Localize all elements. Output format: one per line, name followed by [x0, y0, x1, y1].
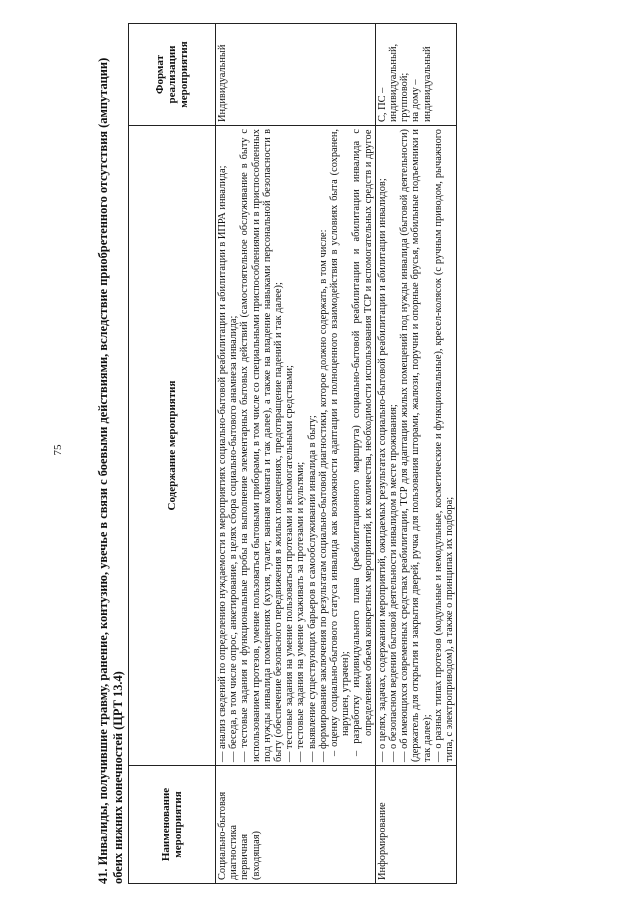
- table-row: [216, 24, 376, 884]
- content-item: — анализ сведений по определению нуждаемости в мероприятиях социально-бытовой реабилитации и абилитации в ИПРА инвалида;: [217, 165, 228, 762]
- table-header-row: [129, 24, 216, 884]
- measures-table: [128, 23, 457, 884]
- content-item: — о целях, задачах, содержании мероприятий, ожидаемых результатах социально-бытовой реабилитации и абилитации инвалидов;: [376, 178, 388, 762]
- measure-name-line: первичная: [239, 833, 251, 880]
- measure-content-cell: [216, 126, 376, 766]
- content-item: — формирование заключения по результатам социально-бытовой диагностики, которое должно содержать, в том числе:: [317, 229, 329, 762]
- format-line: индивидуальный,: [388, 43, 400, 122]
- measure-content-cell: [375, 126, 456, 766]
- section-title-text: 41. Инвалиды, получившие травму, ранение, контузию, увечье в связи с боевыми действиями, вследствие приобретенного отсутствия (ампутации) обеих нижних конечностей: [96, 57, 125, 884]
- header-format: Формат реализации мероприятия: [129, 24, 216, 126]
- section-title: [96, 24, 126, 884]
- content-subitem: – оценку социально-бытового статуса инвалида как возможности адаптации и полноценного взаимодействия в условиях быта (сохранен, нарушен, утрачен);: [329, 129, 352, 756]
- table-row: [375, 24, 456, 884]
- content-item: — выявление существующих барьеров в самообслуживании инвалида в быту;: [306, 415, 318, 762]
- measure-name-line: Социально-бытовая диагностика: [217, 791, 240, 880]
- measure-name-line: Информирование: [376, 802, 388, 880]
- format-line: Индивидуальный: [217, 44, 228, 122]
- content-item: — тестовые задания на умение пользоваться протезами и вспомогательными средствами;: [284, 365, 296, 762]
- header-content: Содержание мероприятия: [129, 126, 216, 766]
- content-item: — беседа, в том числе опрос, анкетирование, в целях сбора социально-бытового анамнеза инвалида;: [228, 315, 240, 762]
- format-line: индивидуальный: [421, 46, 433, 122]
- measure-format-cell: [216, 24, 376, 126]
- content-item: — тестовые задания на умение ухаживать за протезами и культями;: [295, 461, 307, 762]
- measure-name-cell: [375, 766, 456, 884]
- content-item: — о разных типах протезов (модульные и немодульные, косметические и функциональные), кресел-колясок (с ручным приводом, рычажного типа, с электроприводом), а также о принципах их подбора;: [432, 129, 456, 762]
- content-item: — о безопасном ведении бытовой деятельности инвалидом в месте проживания;: [388, 404, 400, 762]
- header-name: Наименование мероприятия: [129, 766, 216, 884]
- table-body: [216, 24, 457, 884]
- measure-format-cell: [375, 24, 456, 126]
- content-item: — тестовые задания и функциональные пробы на выполнение элементарных бытовых действий (самостоятельное обслуживание в быту с использованием протезов, умение пользоваться бытовыми приборами, в том числе со специальными приспособлениями и в приспособленных под нужды инвалида помещениях (кухня, туалет, ванная комната и так далее), а также на владение навыками персональной безопасности в быту (обеспечение безопасного передвижения в жилых помещениях, предотвращение падений и так далее);: [239, 129, 285, 762]
- rotated-content: [96, 24, 606, 884]
- section-title-code: (ЦРТ 13.4): [111, 671, 125, 730]
- measure-name-line: (входящая): [250, 831, 262, 880]
- content-subitem: – разработку индивидуального плана (реабилитационного маршрута) социально-бытовой реабилитации и абилитации инвалида с определением объема конкретных мероприятий, их количества, необходимости использования ТСР и вспомогательных средств и другое: [351, 129, 374, 756]
- measure-name-cell: [216, 766, 376, 884]
- format-line: С, ПС –: [376, 87, 388, 122]
- content-item: — об имеющихся современных средствах реабилитации, ТСР для адаптации жилых помещений под нужды инвалида (бытовой деятельности) (держатель для открытия и закрытия дверей, ручка для пользования шторами, жалюзи, поручни и опорные брусья, мобильные подъемники и так далее);: [399, 129, 433, 762]
- format-line: на дому –: [410, 79, 422, 122]
- page-number: 75: [52, 444, 64, 456]
- format-line: групповой;: [399, 72, 411, 122]
